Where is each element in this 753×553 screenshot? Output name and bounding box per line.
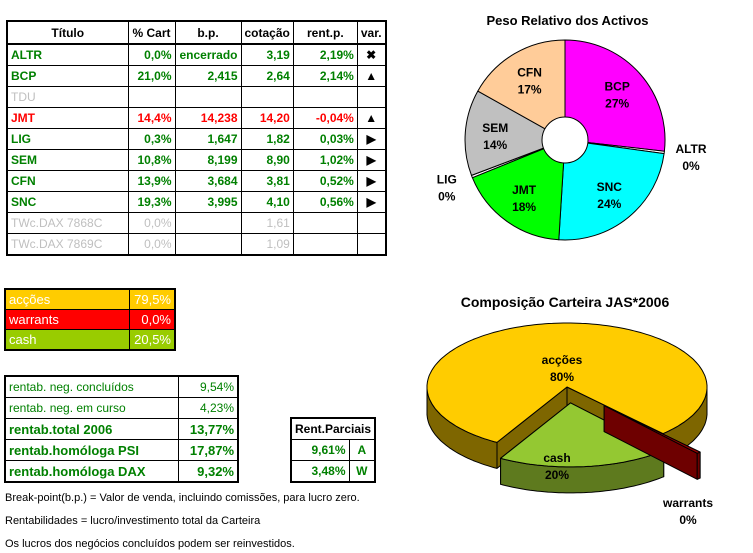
table-row: [7, 129, 386, 150]
variation-cell[interactable]: ▲: [357, 66, 385, 87]
table-row: [7, 66, 386, 87]
donut-chart[interactable]: [430, 30, 725, 255]
table-cell[interactable]: 14,238: [175, 108, 241, 129]
table-row: [7, 44, 386, 66]
table-cell[interactable]: 1,61: [241, 213, 293, 234]
variation-cell[interactable]: ▶: [357, 192, 385, 213]
partials-row: [291, 461, 375, 483]
table-cell[interactable]: 14,20: [241, 108, 293, 129]
table-cell[interactable]: encerrado: [175, 44, 241, 66]
table-cell[interactable]: SNC: [7, 192, 128, 213]
returns-label[interactable]: rentab.homóloga DAX: [5, 461, 178, 483]
table-cell[interactable]: 2,14%: [293, 66, 357, 87]
table-cell[interactable]: BCP: [7, 66, 128, 87]
partials-value[interactable]: 3,48%: [291, 461, 349, 483]
slice-label: 17%: [517, 82, 542, 97]
column-header: rent.p.: [293, 21, 357, 44]
positions-table-header: [7, 21, 386, 44]
returns-label[interactable]: rentab. neg. concluídos: [5, 376, 178, 398]
table-cell[interactable]: JMT: [7, 108, 128, 129]
slice-label: cash: [543, 451, 571, 465]
table-cell[interactable]: 2,64: [241, 66, 293, 87]
column-header: % Cart: [128, 21, 175, 44]
allocation-label[interactable]: warrants: [5, 310, 129, 330]
allocation-row: [5, 289, 175, 310]
table-row: [7, 213, 386, 234]
slice-label: BCP: [604, 79, 630, 94]
table-cell[interactable]: 1,82: [241, 129, 293, 150]
partial-returns-table[interactable]: [290, 417, 376, 483]
allocation-label[interactable]: cash: [5, 330, 129, 351]
allocation-row: [5, 330, 175, 351]
pie3d-chart[interactable]: [415, 310, 735, 540]
table-cell[interactable]: 1,647: [175, 129, 241, 150]
slice-label: 24%: [597, 197, 622, 212]
slice-label: 27%: [605, 96, 630, 111]
partials-tag[interactable]: A: [349, 440, 375, 461]
returns-label[interactable]: rentab. neg. em curso: [5, 398, 178, 419]
slice-label: LIG: [436, 172, 457, 187]
table-row: [7, 171, 386, 192]
table-cell[interactable]: [293, 213, 357, 234]
returns-value[interactable]: 13,77%: [178, 419, 238, 440]
variation-cell[interactable]: ▶: [357, 129, 385, 150]
table-cell[interactable]: 0,03%: [293, 129, 357, 150]
partials-tag[interactable]: W: [349, 461, 375, 483]
table-cell[interactable]: 2,19%: [293, 44, 357, 66]
table-row: [7, 192, 386, 213]
table-cell[interactable]: TWc.DAX 7869C: [7, 234, 128, 256]
donut-hole: [542, 117, 588, 163]
table-cell[interactable]: 3,684: [175, 171, 241, 192]
returns-table[interactable]: [4, 375, 239, 483]
pie3d-chart-title: Composição Carteira JAS*2006: [460, 294, 670, 310]
table-row: [7, 150, 386, 171]
allocation-label[interactable]: acções: [5, 289, 129, 310]
slice-label: ALTR: [675, 141, 707, 156]
slice-label: 18%: [512, 199, 537, 214]
table-cell[interactable]: 1,02%: [293, 150, 357, 171]
table-cell[interactable]: TDU: [7, 87, 128, 108]
table-cell[interactable]: 3,995: [175, 192, 241, 213]
returns-row: [5, 461, 238, 483]
slice-label: 0%: [682, 158, 700, 173]
allocation-table[interactable]: [4, 288, 176, 351]
slice-label: JMT: [512, 182, 537, 197]
table-cell[interactable]: 10,8%: [128, 150, 175, 171]
variation-cell[interactable]: [357, 213, 385, 234]
returns-value[interactable]: 17,87%: [178, 440, 238, 461]
partials-row: [291, 440, 375, 461]
pie3d-slice-warrants-rim[interactable]: [697, 452, 700, 479]
slice-label: SNC: [596, 180, 622, 195]
table-cell[interactable]: 19,3%: [128, 192, 175, 213]
slice-label: SEM: [482, 120, 509, 135]
positions-table[interactable]: [6, 20, 387, 256]
returns-value[interactable]: 9,32%: [178, 461, 238, 483]
slice-label: 14%: [483, 137, 508, 152]
table-cell[interactable]: 0,56%: [293, 192, 357, 213]
column-header: var.: [357, 21, 385, 44]
table-cell[interactable]: LIG: [7, 129, 128, 150]
table-cell[interactable]: [175, 87, 241, 108]
returns-label[interactable]: rentab.total 2006: [5, 419, 178, 440]
column-header: b.p.: [175, 21, 241, 44]
returns-row: [5, 398, 238, 419]
slice-label: 20%: [544, 468, 570, 482]
donut-chart-title: Peso Relativo dos Activos: [486, 13, 649, 28]
table-cell[interactable]: SEM: [7, 150, 128, 171]
table-cell[interactable]: 21,0%: [128, 66, 175, 87]
returns-value[interactable]: 4,23%: [178, 398, 238, 419]
table-row: [7, 108, 386, 129]
table-cell[interactable]: -0,04%: [293, 108, 357, 129]
variation-cell[interactable]: ▶: [357, 171, 385, 192]
table-cell[interactable]: [175, 213, 241, 234]
partials-title: Rent.Parciais: [291, 418, 375, 440]
slice-label: CFN: [517, 65, 542, 80]
partials-value[interactable]: 9,61%: [291, 440, 349, 461]
variation-cell[interactable]: ▶: [357, 150, 385, 171]
table-cell[interactable]: CFN: [7, 171, 128, 192]
table-cell[interactable]: 8,90: [241, 150, 293, 171]
table-cell[interactable]: 14,4%: [128, 108, 175, 129]
table-cell[interactable]: [128, 87, 175, 108]
table-cell[interactable]: 0,0%: [128, 234, 175, 256]
slice-label: warrants: [662, 496, 714, 510]
table-cell[interactable]: 3,81: [241, 171, 293, 192]
column-header: Título: [7, 21, 128, 44]
slice-label: 80%: [549, 370, 575, 384]
column-header: cotação: [241, 21, 293, 44]
allocation-value[interactable]: 0,0%: [129, 310, 175, 330]
footnote-breakpoint: Break-point(b.p.) = Valor de venda, incluindo comissões, para lucro zero.: [5, 492, 360, 504]
table-cell[interactable]: 0,0%: [128, 213, 175, 234]
table-cell[interactable]: TWc.DAX 7868C: [7, 213, 128, 234]
table-cell[interactable]: 2,415: [175, 66, 241, 87]
variation-cell[interactable]: [357, 87, 385, 108]
slice-label: 0%: [679, 513, 697, 527]
table-cell[interactable]: 8,199: [175, 150, 241, 171]
table-cell[interactable]: 0,0%: [128, 44, 175, 66]
table-cell[interactable]: [241, 87, 293, 108]
returns-row: [5, 440, 238, 461]
variation-cell[interactable]: ✖: [357, 44, 385, 66]
table-cell[interactable]: 3,19: [241, 44, 293, 66]
table-cell[interactable]: ALTR: [7, 44, 128, 66]
table-cell[interactable]: 0,3%: [128, 129, 175, 150]
slice-label: acções: [541, 353, 583, 367]
table-cell[interactable]: [293, 87, 357, 108]
footnote-rentabilidades: Rentabilidades = lucro/investimento total da Carteira: [5, 515, 261, 527]
table-cell[interactable]: 4,10: [241, 192, 293, 213]
allocation-value[interactable]: 20,5%: [129, 330, 175, 351]
returns-value[interactable]: 9,54%: [178, 376, 238, 398]
returns-row: [5, 419, 238, 440]
footnote-lucros: Os lucros dos negócios concluídos podem ser reinvestidos.: [5, 538, 295, 550]
allocation-value[interactable]: 79,5%: [129, 289, 175, 310]
returns-row: [5, 376, 238, 398]
variation-cell[interactable]: [357, 234, 385, 256]
table-cell[interactable]: [175, 234, 241, 256]
allocation-row: [5, 310, 175, 330]
slice-label: 0%: [438, 189, 456, 204]
table-cell[interactable]: 1,09: [241, 234, 293, 256]
table-cell[interactable]: 0,52%: [293, 171, 357, 192]
table-row: [7, 234, 386, 256]
table-row: [7, 87, 386, 108]
table-cell[interactable]: 13,9%: [128, 171, 175, 192]
returns-label[interactable]: rentab.homóloga PSI: [5, 440, 178, 461]
variation-cell[interactable]: ▲: [357, 108, 385, 129]
table-cell[interactable]: [293, 234, 357, 256]
